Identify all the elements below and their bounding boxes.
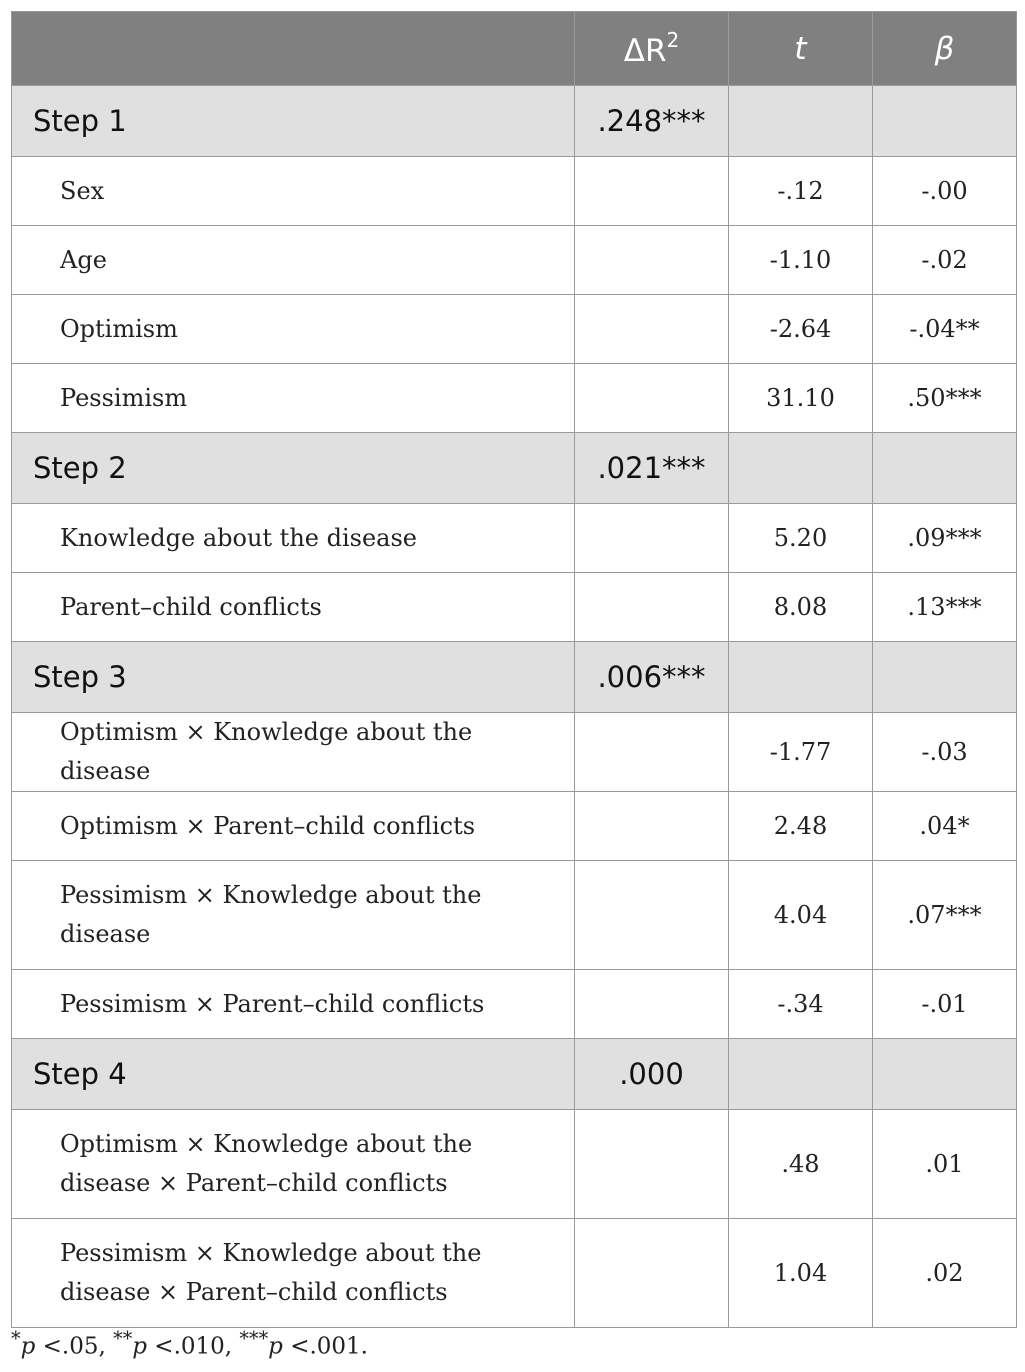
empty-cell <box>575 713 729 792</box>
variable-name: Optimism × Knowledge about the disease × Parent–child conflicts <box>12 1110 575 1219</box>
t-value: -1.10 <box>729 226 873 295</box>
t-value: 2.48 <box>729 792 873 861</box>
empty-cell <box>575 226 729 295</box>
step-delta-r2: .000 <box>575 1039 729 1110</box>
t-value: 31.10 <box>729 364 873 433</box>
empty-cell <box>575 1110 729 1219</box>
footnote-stars: * <box>11 1327 21 1350</box>
empty-cell <box>575 861 729 970</box>
empty-cell <box>575 573 729 642</box>
table-row <box>12 970 1017 1039</box>
step-row <box>12 642 1017 713</box>
beta-value: -.00 <box>873 157 1017 226</box>
empty-cell <box>575 295 729 364</box>
step-delta-r2: .248*** <box>575 86 729 157</box>
table-row <box>12 1219 1017 1328</box>
step-label: Step 3 <box>12 642 575 713</box>
step-row <box>12 1039 1017 1110</box>
table-footnote <box>11 1327 368 1360</box>
table-row <box>12 504 1017 573</box>
table-row <box>12 226 1017 295</box>
table-row <box>12 573 1017 642</box>
beta-value: .07*** <box>873 861 1017 970</box>
empty-cell <box>873 642 1017 713</box>
empty-cell <box>575 364 729 433</box>
beta-value: -.04** <box>873 295 1017 364</box>
beta-symbol: β <box>934 30 955 67</box>
footnote-stars: *** <box>239 1327 269 1350</box>
table-row <box>12 792 1017 861</box>
step-label: Step 2 <box>12 433 575 504</box>
empty-cell <box>729 642 873 713</box>
empty-cell <box>575 970 729 1039</box>
empty-cell <box>575 157 729 226</box>
header-beta <box>873 12 1017 86</box>
variable-name: Pessimism × Knowledge about the disease × Parent–child conflicts <box>12 1219 575 1328</box>
empty-cell <box>729 86 873 157</box>
step-row <box>12 433 1017 504</box>
footnote-threshold: <.010, <box>147 1333 240 1360</box>
variable-name: Optimism × Knowledge about the disease <box>12 713 575 792</box>
step-label: Step 1 <box>12 86 575 157</box>
beta-value: .04* <box>873 792 1017 861</box>
footnote-p: p <box>268 1333 283 1360</box>
step-delta-r2: .021*** <box>575 433 729 504</box>
t-value: 5.20 <box>729 504 873 573</box>
t-value: .48 <box>729 1110 873 1219</box>
variable-name: Pessimism × Knowledge about the disease <box>12 861 575 970</box>
beta-value: .50*** <box>873 364 1017 433</box>
header-delta-r2 <box>575 12 729 86</box>
footnote-p: p <box>132 1333 147 1360</box>
variable-name: Pessimism × Parent–child conflicts <box>12 970 575 1039</box>
footnote-threshold: <.05, <box>35 1333 114 1360</box>
empty-cell <box>873 433 1017 504</box>
header-t <box>729 12 873 86</box>
empty-cell <box>575 504 729 573</box>
r2-superscript: 2 <box>666 28 680 52</box>
t-symbol: t <box>794 30 807 67</box>
table-row <box>12 364 1017 433</box>
empty-cell <box>873 86 1017 157</box>
t-value: 4.04 <box>729 861 873 970</box>
variable-name: Pessimism <box>12 364 575 433</box>
beta-value: .01 <box>873 1110 1017 1219</box>
variable-name: Optimism × Parent–child conflicts <box>12 792 575 861</box>
beta-value: .09*** <box>873 504 1017 573</box>
table-row <box>12 157 1017 226</box>
beta-value: -.01 <box>873 970 1017 1039</box>
header-row <box>12 12 1017 86</box>
t-value: -.34 <box>729 970 873 1039</box>
beta-value: -.03 <box>873 713 1017 792</box>
beta-value: -.02 <box>873 226 1017 295</box>
variable-name: Age <box>12 226 575 295</box>
regression-table <box>11 11 1017 1328</box>
table-row <box>12 861 1017 970</box>
t-value: -1.77 <box>729 713 873 792</box>
table-row <box>12 713 1017 792</box>
footnote-threshold: <.001. <box>282 1333 368 1360</box>
empty-cell <box>729 1039 873 1110</box>
step-delta-r2: .006*** <box>575 642 729 713</box>
variable-name: Knowledge about the disease <box>12 504 575 573</box>
empty-cell <box>873 1039 1017 1110</box>
step-row <box>12 86 1017 157</box>
variable-name: Optimism <box>12 295 575 364</box>
variable-name: Sex <box>12 157 575 226</box>
variable-name: Parent–child conflicts <box>12 573 575 642</box>
empty-cell <box>575 792 729 861</box>
delta-r-symbol: ΔR <box>623 33 667 69</box>
empty-cell <box>729 433 873 504</box>
table-row <box>12 295 1017 364</box>
footnote-p: p <box>20 1333 36 1360</box>
t-value: -.12 <box>729 157 873 226</box>
beta-value: .13*** <box>873 573 1017 642</box>
footnote-stars: ** <box>113 1327 133 1350</box>
beta-value: .02 <box>873 1219 1017 1328</box>
t-value: 1.04 <box>729 1219 873 1328</box>
step-label: Step 4 <box>12 1039 575 1110</box>
t-value: -2.64 <box>729 295 873 364</box>
header-variable <box>12 12 575 86</box>
table-row <box>12 1110 1017 1219</box>
empty-cell <box>575 1219 729 1328</box>
t-value: 8.08 <box>729 573 873 642</box>
